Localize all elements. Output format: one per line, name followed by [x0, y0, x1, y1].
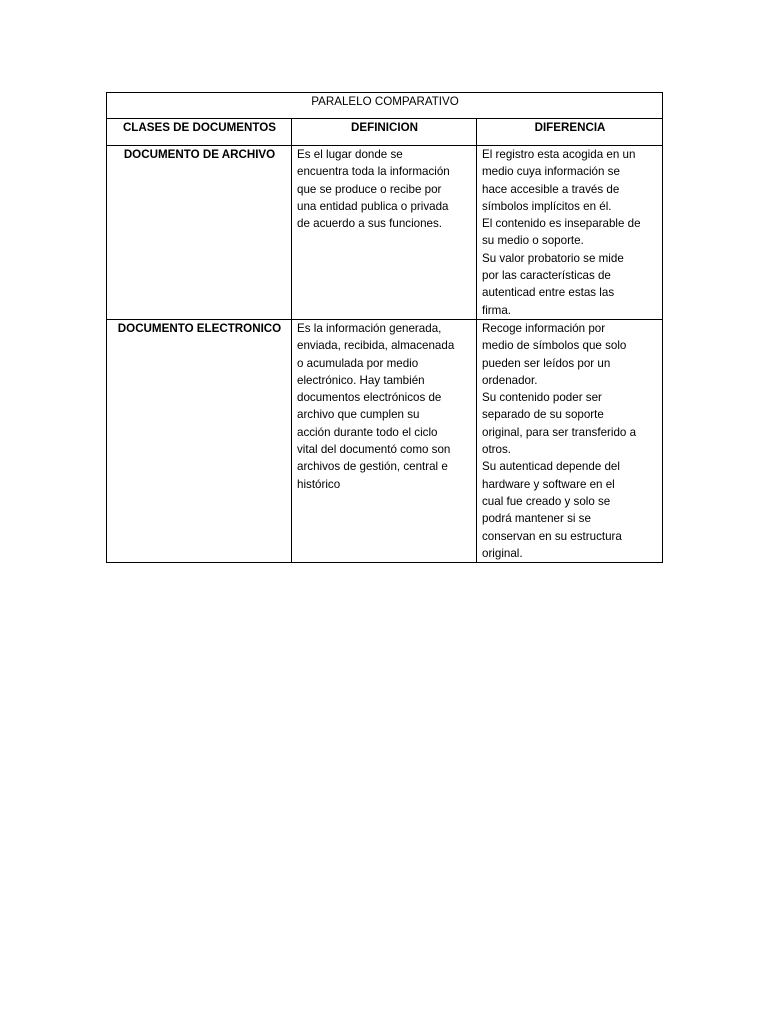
text-line: una entidad publica o privada: [297, 199, 449, 213]
text-line: que se produce o recibe por: [297, 182, 442, 196]
text-line: encuentra toda la información: [297, 165, 450, 179]
table-title: PARALELO COMPARATIVO: [107, 93, 663, 119]
text-line: conservan en su estructura: [482, 529, 622, 543]
text-line: hardware y software en el: [482, 477, 615, 491]
row-definicion: [292, 319, 477, 562]
text-line: enviada, recibida, almacenada: [297, 339, 455, 353]
text-line: pueden ser leídos por un: [482, 356, 611, 370]
text-line: medio de símbolos que solo: [482, 339, 627, 353]
table-row: [107, 146, 663, 320]
text-line: histórico: [297, 477, 341, 491]
header-clases: CLASES DE DOCUMENTOS: [107, 119, 292, 146]
text-line: Su autenticad depende del: [482, 460, 620, 474]
text-line: por las características de: [482, 269, 611, 283]
table-row: [107, 319, 663, 562]
text-line: ordenador.: [482, 373, 538, 387]
text-line: podrá mantener si se: [482, 512, 591, 526]
text-line: original.: [482, 546, 523, 560]
title-row: [107, 93, 663, 119]
text-line: Es la información generada,: [297, 321, 442, 335]
text-line: archivos de gestión, central e: [297, 460, 448, 474]
text-line: electrónico. Hay también: [297, 373, 425, 387]
text-line: otros.: [482, 443, 511, 457]
comparison-table: [106, 92, 663, 563]
text-line: cual fue creado y solo se: [482, 494, 611, 508]
row-diferencia: [477, 319, 663, 562]
text-line: acción durante todo el ciclo: [297, 425, 438, 439]
row-class-label: DOCUMENTO ELECTRONICO: [107, 319, 292, 562]
text-line: Recoge información por: [482, 321, 606, 335]
text-line: hace accesible a través de: [482, 182, 620, 196]
text-line: o acumulada por medio: [297, 356, 419, 370]
header-row: [107, 119, 663, 146]
text-line: su medio o soporte.: [482, 234, 584, 248]
text-line: Es el lugar donde se: [297, 148, 403, 161]
text-line: vital del documentó como son: [297, 443, 451, 457]
text-line: original, para ser transferido a: [482, 425, 637, 439]
header-definicion: DEFINICION: [292, 119, 477, 146]
row-class-label: DOCUMENTO DE ARCHIVO: [107, 146, 292, 320]
text-line: Su contenido poder ser: [482, 391, 602, 405]
text-line: El registro esta acogida en un: [482, 148, 636, 161]
text-line: Su valor probatorio se mide: [482, 251, 624, 265]
text-line: firma.: [482, 303, 511, 317]
text-line: de acuerdo a sus funciones.: [297, 217, 443, 231]
text-line: medio cuya información se: [482, 165, 620, 179]
text-line: archivo que cumplen su: [297, 408, 420, 422]
text-line: El contenido es inseparable de: [482, 217, 641, 231]
text-line: separado de su soporte: [482, 408, 604, 422]
header-diferencia: DIFERENCIA: [477, 119, 663, 146]
text-line: símbolos implícitos en él.: [482, 199, 612, 213]
row-definicion: [292, 146, 477, 320]
row-diferencia: [477, 146, 663, 320]
text-line: documentos electrónicos de: [297, 391, 442, 405]
text-line: autenticad entre estas las: [482, 286, 615, 300]
